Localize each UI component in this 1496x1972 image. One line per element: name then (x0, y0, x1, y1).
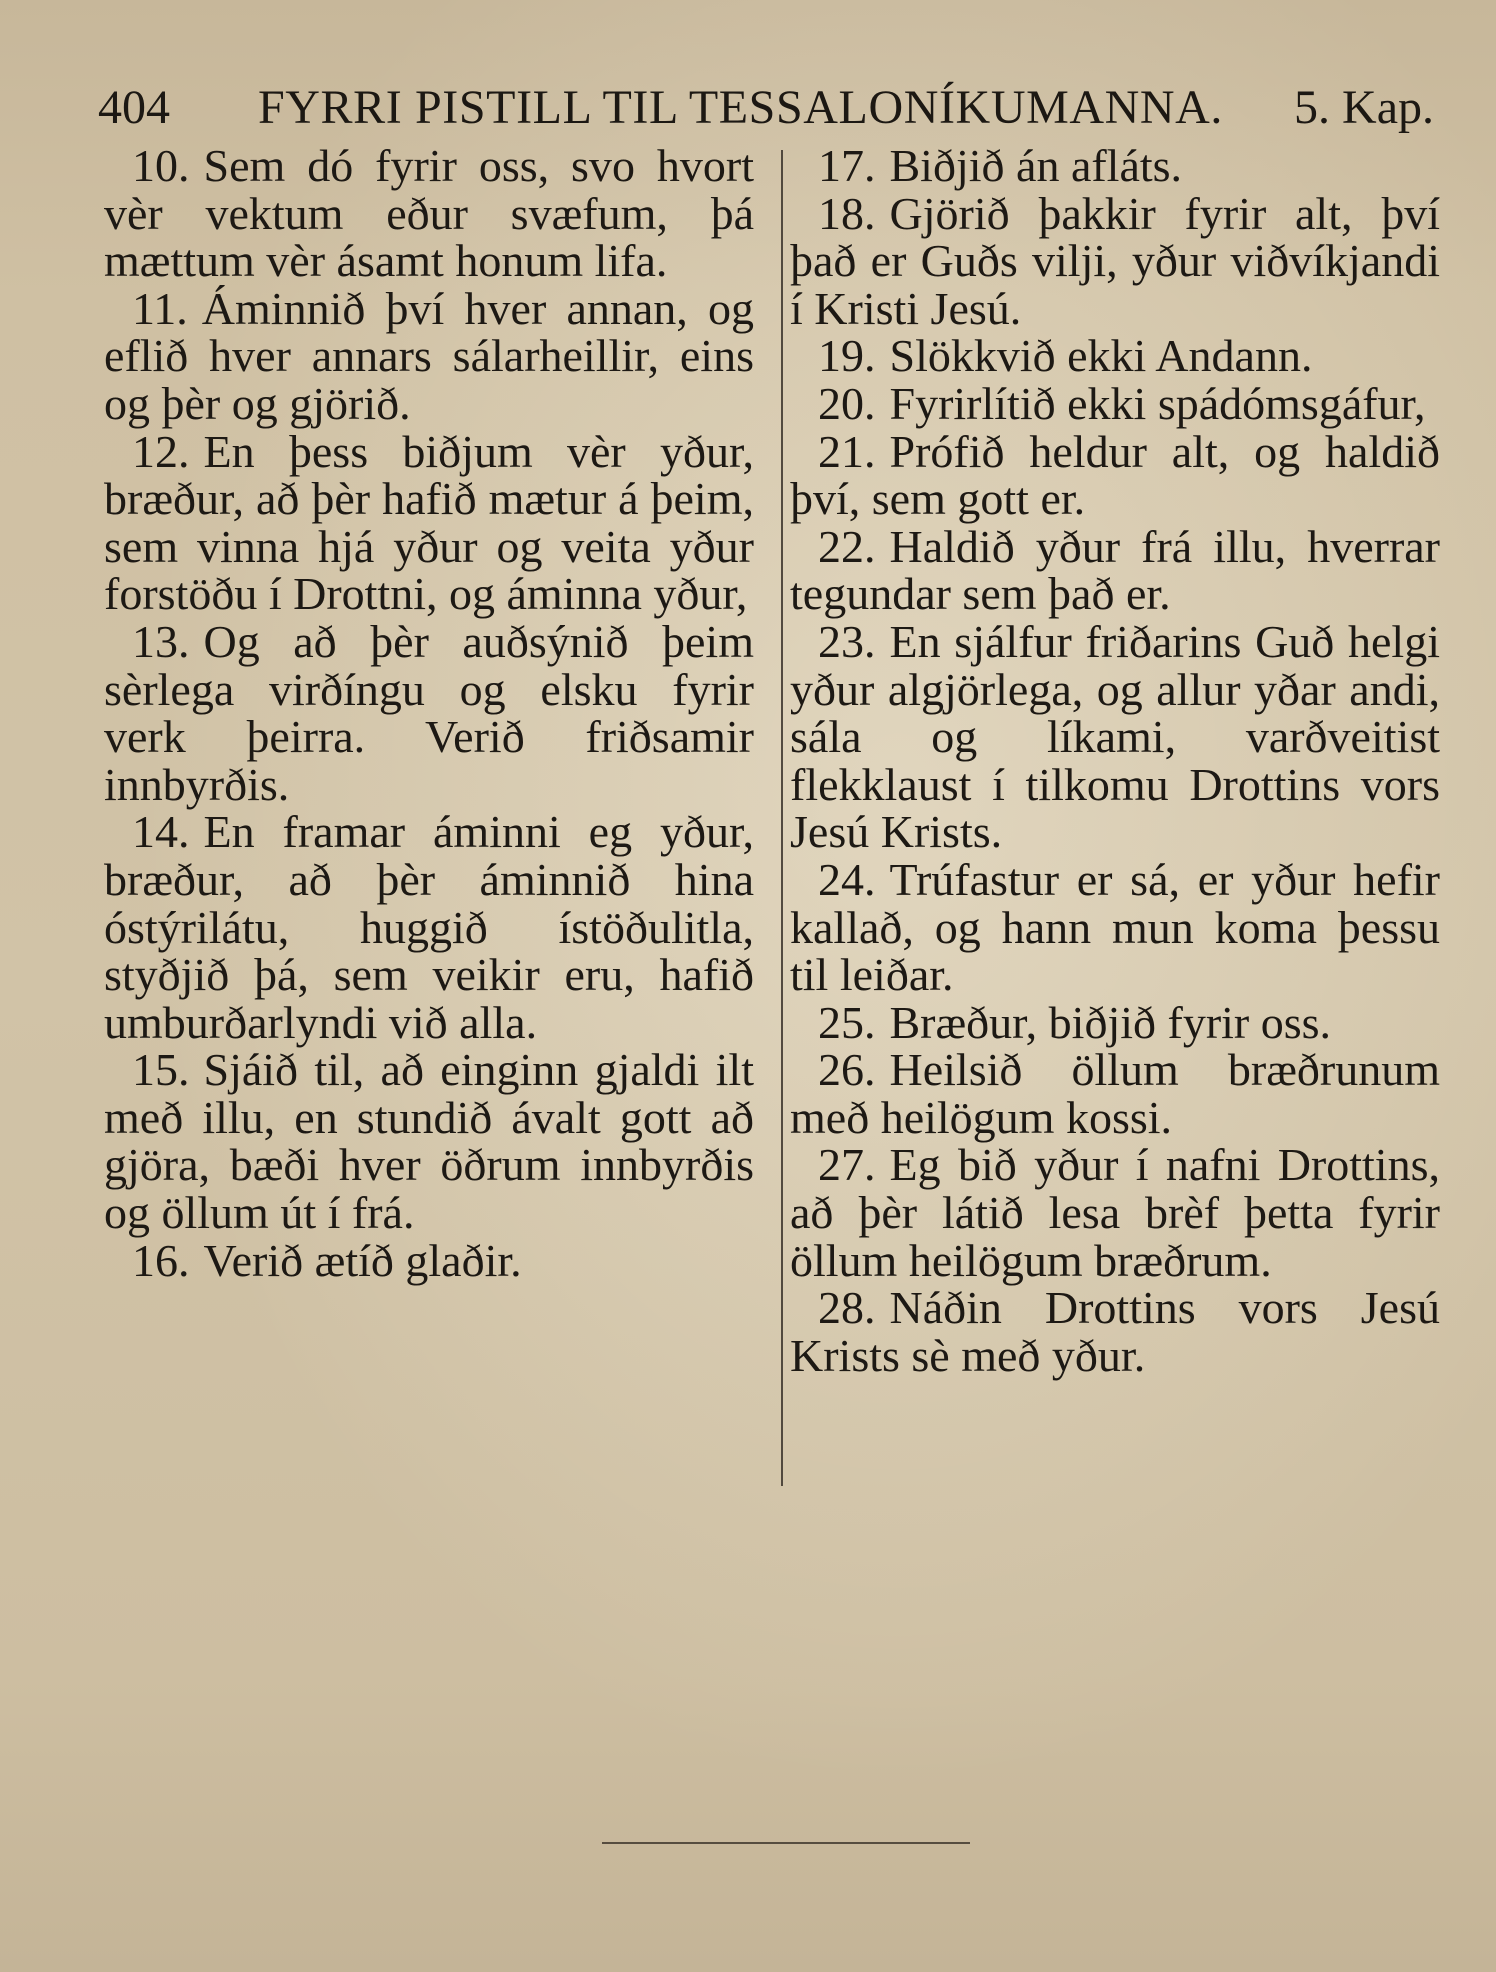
verse-number: 20. (818, 377, 876, 429)
verse (790, 142, 1440, 190)
verse (790, 425, 1440, 525)
verse (790, 332, 1440, 380)
verse-number: 15. (132, 1044, 190, 1096)
verse-text: Bræður, biðjið fyrir oss. (889, 996, 1332, 1048)
verse-number: 28. (818, 1282, 876, 1334)
verse-text: Fyrirlítið ekki spádómsgáfur, (889, 377, 1426, 429)
page-number: 404 (98, 81, 170, 134)
verse-number: 13. (132, 615, 190, 667)
verse-text: Heilsið öllum bræðrunum með heilögum kossi. (790, 1044, 1440, 1143)
running-title: FYRRI PISTILL TIL TESSALONÍKUMANNA. (258, 81, 1224, 134)
verse-text: Eg bið yður í nafni Drottins, að þèr látið lesa brèf þetta fyrir öllum heilögum bræðrum. (790, 1139, 1440, 1286)
verse (104, 808, 754, 1046)
verse-number: 14. (132, 806, 190, 858)
verse-text: Náðin Drottins vors Jesú Krists sè með yður. (790, 1282, 1440, 1381)
verse (790, 996, 1440, 1048)
verse-number: 16. (132, 1234, 190, 1286)
verse (790, 1141, 1440, 1284)
end-rule (602, 1842, 970, 1844)
left-column (104, 142, 754, 1284)
verse-text: Og að þèr auðsýnið þeim sèrlega virðíngu og elsku fyrir verk þeirra. Verið friðsamir innbyrðis. (104, 615, 754, 810)
verse-number: 26. (818, 1044, 876, 1096)
verse (790, 187, 1440, 334)
verse (104, 282, 754, 429)
verse-number: 25. (818, 996, 876, 1048)
verse-text: Trúfastur er sá, er yður hefir kallað, og hann mun koma þessu til leiðar. (790, 853, 1440, 1001)
verse (104, 142, 754, 285)
verse (104, 615, 754, 810)
verse-text: En sjálfur friðarins Guð helgi yður algjörlega, og allur yðar andi, sála og líkami, varðveitist flekklaust í tilkomu Drottins vors Jesú Krists. (790, 615, 1440, 858)
verse (104, 1234, 754, 1286)
verse-text: Gjörið þakkir fyrir alt, því það er Guðs vilji, yður viðvíkjandi í Kristi Jesú. (790, 187, 1440, 334)
verse-number: 12. (132, 425, 190, 477)
verse-number: 24. (818, 853, 876, 905)
verse (790, 520, 1440, 620)
column-divider (781, 150, 783, 1486)
chapter-label: 5. Kap. (1294, 81, 1434, 134)
running-header (98, 76, 1434, 140)
verse-number: 18. (818, 187, 876, 239)
verse (790, 377, 1440, 429)
verse-text: En þess biðjum vèr yður, bræður, að þèr hafið mætur á þeim, sem vinna hjá yður og veita yður forstöðu í Drottni, og áminna yður, (104, 425, 754, 620)
verse-number: 23. (818, 615, 876, 667)
verse-number: 10. (132, 140, 190, 191)
verse-number: 11. (132, 282, 188, 334)
verse-text: Áminnið því hver annan, og eflið hver annars sálarheillir, eins og þèr og gjörið. (104, 282, 754, 429)
verse-number: 21. (818, 425, 876, 477)
verse-text: Sjáið til, að einginn gjaldi ilt með illu, en stundið ávalt gott að gjöra, bæði hver öðrum innbyrðis og öllum út í frá. (104, 1044, 754, 1239)
verse (790, 1046, 1440, 1141)
verse-text: Slökkvið ekki Andann. (889, 330, 1313, 382)
verse (790, 853, 1440, 1001)
verse (790, 1284, 1440, 1379)
verse (104, 1044, 754, 1239)
verse (104, 425, 754, 620)
verse-number: 19. (818, 330, 876, 382)
verse-number: 22. (818, 520, 876, 572)
verse-text: Biðjið án afláts. (889, 140, 1183, 191)
right-column (790, 142, 1440, 1379)
verse-text: Verið ætíð glaðir. (203, 1234, 522, 1286)
verse-text: Sem dó fyrir oss, svo hvort vèr vektum eður svæfum, þá mættum vèr ásamt honum lifa. (104, 140, 754, 287)
verse-text: Haldið yður frá illu, hverrar tegundar sem það er. (790, 520, 1440, 620)
verse-number: 17. (818, 140, 876, 191)
verse-text: Prófið heldur alt, og haldið því, sem gott er. (790, 425, 1440, 525)
verse (790, 615, 1440, 858)
verse-number: 27. (818, 1139, 876, 1191)
verse-text: En framar áminni eg yður, bræður, að þèr áminnið hina óstýrilátu, huggið ístöðulitla, styðjið þá, sem veikir eru, hafið umburðarlyndi við alla. (104, 806, 754, 1048)
